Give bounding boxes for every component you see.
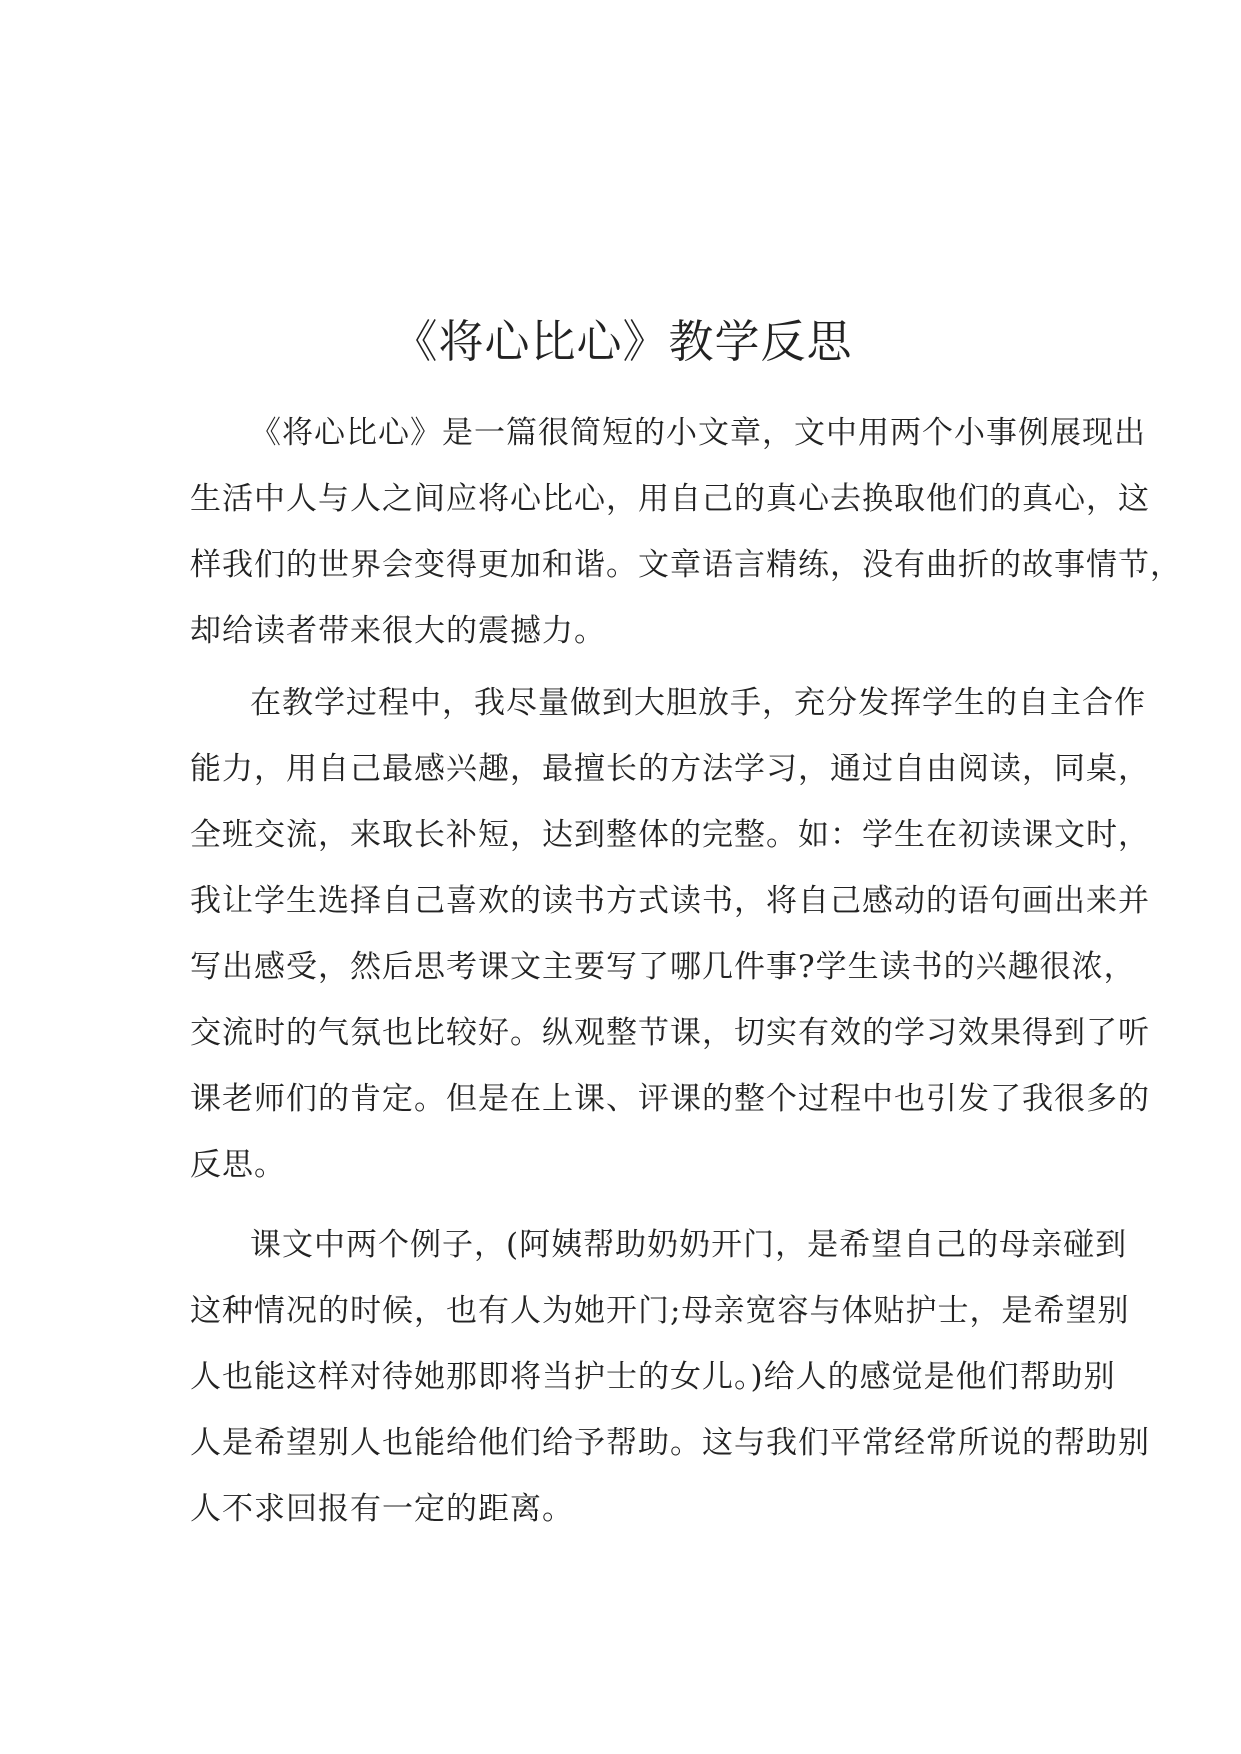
paragraph-line: 反思。: [190, 1147, 286, 1183]
paragraph-line: 《将心比心》是一篇很简短的小文章，文中用两个小事例展现出: [250, 415, 1146, 451]
paragraph-line: 这种情况的时候，也有人为她开门;母亲宽容与体贴护士，是希望别: [190, 1293, 1130, 1329]
paragraph-2: [190, 670, 1150, 1198]
paragraph-1: [190, 400, 1182, 664]
paragraph-line: 在教学过程中，我尽量做到大胆放手，充分发挥学生的自主合作: [250, 685, 1146, 721]
paragraph-line: 课老师们的肯定。但是在上课、评课的整个过程中也引发了我很多的: [190, 1081, 1150, 1117]
paragraph-line: 写出感受，然后思考课文主要写了哪几件事?学生读书的兴趣很浓，: [190, 949, 1136, 985]
paragraph-line: 人也能这样对待她那即将当护士的女儿。)给人的感觉是他们帮助别: [190, 1359, 1116, 1395]
paragraph-line: 交流时的气氛也比较好。纵观整节课，切实有效的学习效果得到了听: [190, 1015, 1150, 1051]
paragraph-line: 生活中人与人之间应将心比心，用自己的真心去换取他们的真心，这: [190, 481, 1150, 517]
paragraph-line: 人不求回报有一定的距离。: [190, 1491, 574, 1527]
paragraph-line: 能力，用自己最感兴趣，最擅长的方法学习，通过自由阅读，同桌，: [190, 751, 1150, 787]
paragraph-line: 人是希望别人也能给他们给予帮助。这与我们平常经常所说的帮助别: [190, 1425, 1150, 1461]
page-title: 《将心比心》教学反思: [392, 315, 853, 368]
paragraph-line: 课文中两个例子，(阿姨帮助奶奶开门，是希望自己的母亲碰到: [250, 1227, 1128, 1263]
paragraph-line: 却给读者带来很大的震撼力。: [190, 613, 606, 649]
paragraph-line: 我让学生选择自己喜欢的读书方式读书，将自己感动的语句画出来并: [190, 883, 1150, 919]
paragraph-3: [190, 1212, 1150, 1542]
paragraph-line: 样我们的世界会变得更加和谐。文章语言精练，没有曲折的故事情节，: [190, 547, 1182, 583]
paragraph-line: 全班交流，来取长补短，达到整体的完整。如：学生在初读课文时，: [190, 817, 1150, 853]
